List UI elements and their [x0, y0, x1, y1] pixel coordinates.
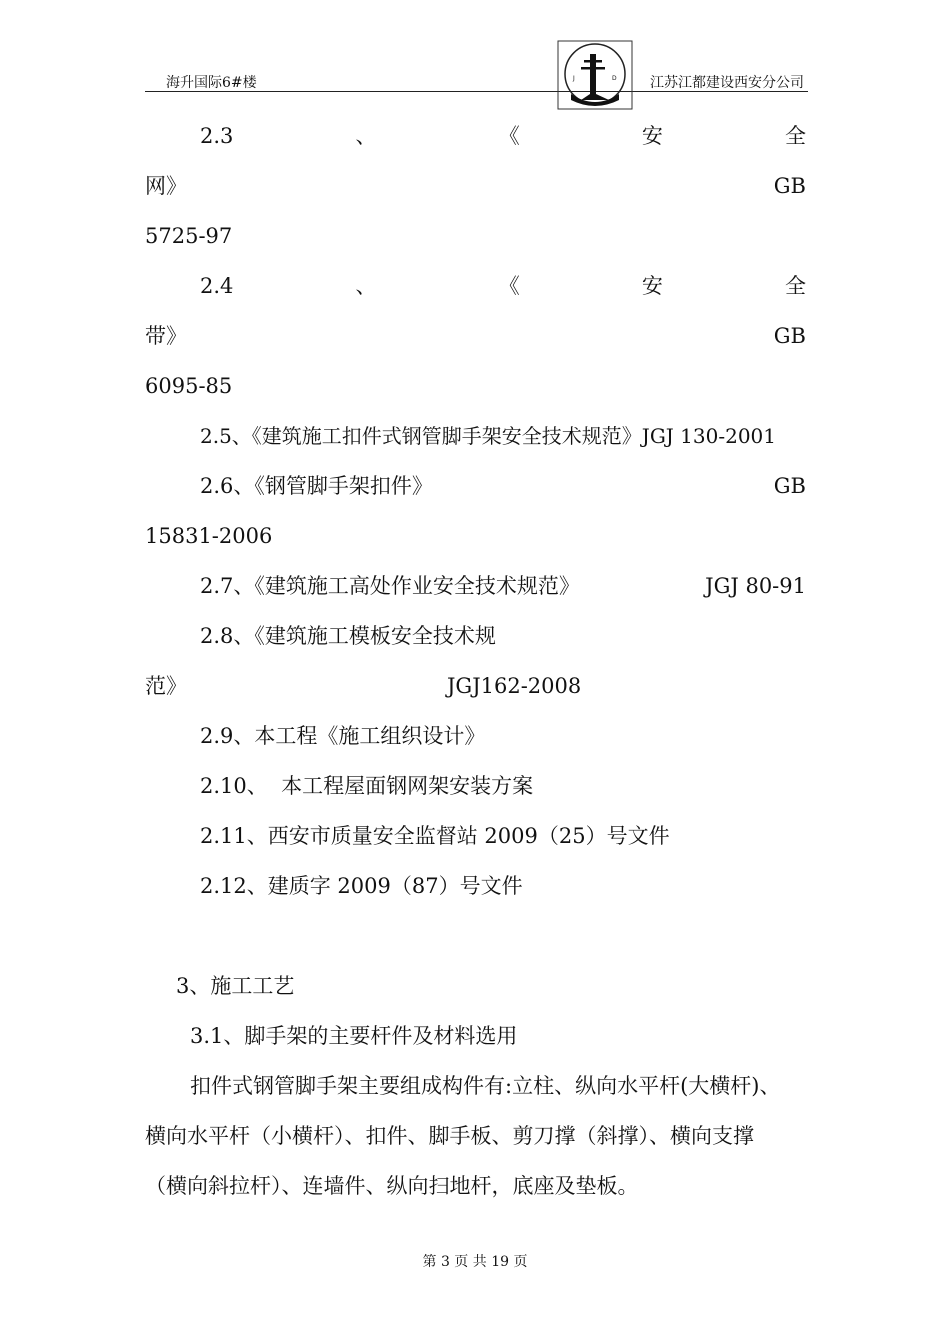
line-2-10: 2.10、 本工程屋面钢网架安装方案	[200, 774, 534, 798]
line-2-9: 2.9、本工程《施工组织设计》	[200, 724, 486, 748]
paragraph-line-3: （横向斜拉杆）、连墙件、纵向扫地杆，底座及垫板。	[145, 1174, 639, 1198]
line-2-4-code: 6095-85	[145, 374, 233, 398]
line-2-11: 2.11、西安市质量安全监督站 2009（25）号文件	[200, 824, 670, 848]
paragraph-line-1: 扣件式钢管脚手架主要组成构件有:立柱、纵向水平杆(大横杆)、	[190, 1074, 781, 1098]
line-2-5: 2.5、《建筑施工扣件式钢管脚手架安全技术规范》JGJ 130-2001	[200, 424, 777, 448]
company-logo	[557, 40, 633, 110]
line-2-6-code: 15831-2006	[145, 524, 273, 548]
line-2-4: 2.4 、 《 安 全	[200, 274, 806, 298]
page-footer: 第 3 页 共 19 页	[422, 1254, 528, 1270]
line-2-4-cont: 带》 GB	[145, 324, 806, 348]
header-rule	[145, 91, 808, 92]
line-2-8-code: JGJ162-2008	[447, 674, 582, 698]
paragraph-line-2: 横向水平杆（小横杆）、扣件、脚手板、剪刀撑（斜撑）、横向支撑	[145, 1124, 754, 1148]
line-2-3-code: 5725-97	[145, 224, 233, 248]
section-3-heading: 3、施工工艺	[176, 974, 295, 998]
logo-letter-j: J	[573, 75, 575, 82]
section-3-1-heading: 3.1、脚手架的主要杆件及材料选用	[190, 1024, 518, 1048]
line-2-3-cont: 网》 GB	[145, 174, 806, 198]
line-2-3: 2.3 、 《 安 全	[200, 124, 806, 148]
header-left-text: 海升国际6#楼	[166, 75, 257, 91]
line-2-8-cont: 范》	[145, 674, 187, 698]
logo-letter-d: D	[612, 75, 617, 82]
line-2-12: 2.12、建质字 2009（87）号文件	[200, 874, 523, 898]
line-2-6: 2.6、《钢管脚手架扣件》 GB	[200, 474, 806, 498]
header-right-text: 江苏江都建设西安分公司	[650, 75, 804, 91]
line-2-7: 2.7、《建筑施工高处作业安全技术规范》 JGJ 80-91	[200, 574, 806, 598]
line-2-8: 2.8、《建筑施工模板安全技术规	[200, 624, 496, 648]
